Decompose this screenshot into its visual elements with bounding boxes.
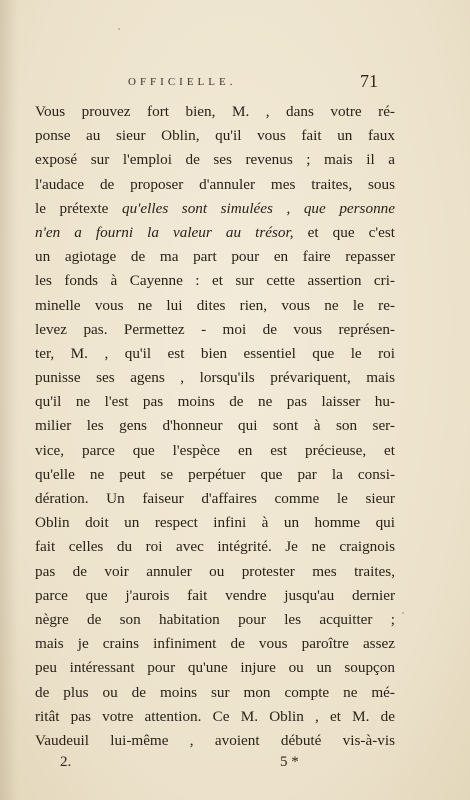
text-line — [35, 269, 395, 293]
paper-speck — [118, 28, 120, 30]
text-line — [35, 100, 395, 124]
text-segment: fait celles du roi avec intégrité. Je ne craignois — [35, 538, 395, 556]
text-segment: les fonds à Cayenne : et sur cette assertion cri- — [35, 272, 395, 290]
text-segment: Vous prouvez fort bien, M. , dans votre ré- — [35, 103, 395, 120]
text-line — [35, 124, 395, 148]
text-segment: ter, M. , qu'il est bien essentiel que le roi — [35, 344, 395, 362]
text-line — [35, 463, 395, 487]
text-segment: mais je crains infiniment de vous paroître assez — [35, 635, 395, 653]
text-line — [35, 342, 395, 366]
text-segment: qu'elle ne peut se perpétuer que par la consi- — [35, 465, 395, 483]
text-segment: le prétexte — [35, 199, 122, 217]
text-line — [35, 414, 395, 438]
text-segment: l'audace de proposer d'annuler mes traites, sous — [35, 175, 395, 193]
text-line — [35, 197, 395, 221]
text-segment: qu'il ne l'est pas moins de ne pas laisser hu- — [35, 393, 395, 411]
text-line — [35, 221, 395, 245]
text-segment: ponse au sieur Oblin, qu'il vous fait un faux — [35, 127, 395, 145]
text-segment: milier les gens d'honneur qui sont à son ser- — [35, 417, 395, 435]
text-line — [35, 729, 395, 753]
italic-segment: qu'elles sont simulées , que personne — [121, 199, 395, 217]
signature-mark: 2. — [60, 754, 72, 770]
text-segment: minelle vous ne lui dites rien, vous ne le re- — [35, 296, 395, 314]
text-line — [35, 656, 395, 680]
running-head — [0, 71, 470, 98]
text-line — [35, 245, 395, 269]
italic-segment: n'en a fourni la valeur au trésor, — [35, 223, 294, 241]
text-segment: Oblin doit un respect infini à un homme qui — [35, 514, 395, 532]
text-segment: vice, parce que l'espèce en est précieuse, et — [35, 441, 395, 459]
text-line — [35, 366, 395, 390]
text-line — [35, 148, 395, 172]
text-line — [35, 705, 395, 729]
text-line — [35, 681, 395, 705]
page-footer — [0, 754, 470, 776]
text-line — [35, 318, 395, 342]
text-line — [35, 632, 395, 656]
paper-speck — [402, 612, 404, 614]
gutter-shadow — [0, 0, 18, 800]
text-line — [35, 560, 395, 584]
text-segment: nègre de son habitation pour les acquitter ; — [35, 610, 395, 628]
text-segment: Vaudeuil lui-même , avoient débuté vis-à-vis — [35, 731, 395, 749]
text-segment: et que c'est — [293, 223, 395, 241]
text-line — [35, 439, 395, 463]
text-line — [35, 584, 395, 608]
page-number: 71 — [360, 71, 378, 91]
text-segment: peu intéressant pour qu'une injure ou un soupçon — [35, 659, 395, 677]
catchword-mark: 5 * — [280, 754, 299, 770]
text-segment: parce que j'aurois fait vendre jusqu'au dernier — [35, 586, 395, 604]
text-segment: pas de voir annuler ou protester mes traites, — [35, 562, 395, 580]
text-segment: un agiotage de ma part pour en faire repasser — [35, 248, 395, 266]
text-line — [35, 608, 395, 632]
text-segment: levez pas. Permettez - moi de vous représen- — [35, 320, 395, 338]
text-line — [35, 294, 395, 318]
text-segment: ritât pas votre attention. Ce M. Oblin , et M. de — [35, 707, 395, 725]
text-line — [35, 487, 395, 511]
text-line — [35, 511, 395, 535]
text-segment: dération. Un faiseur d'affaires comme le sieur — [35, 490, 395, 507]
body-text — [35, 100, 395, 753]
text-segment: de plus ou de moins sur mon compte ne mé- — [35, 683, 395, 701]
text-line — [35, 535, 395, 559]
text-segment: exposé sur l'emploi de ses revenus ; mais il a — [35, 151, 395, 169]
text-segment: punisse ses agens , lorsqu'ils prévariquent, mais — [35, 369, 395, 387]
text-line — [35, 173, 395, 197]
text-line — [35, 390, 395, 414]
running-head-title: OFFICIELLE. — [128, 76, 237, 88]
